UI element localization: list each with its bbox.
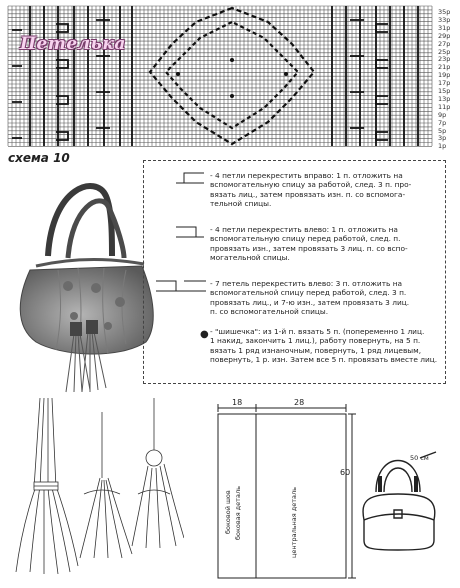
knitting-chart <box>0 0 460 152</box>
tassel-sketches <box>14 396 184 582</box>
bag-photo <box>8 166 158 394</box>
chart-grid <box>0 0 460 152</box>
chart-row-label: 7р <box>438 118 447 127</box>
chart-row-label: 33р <box>438 15 451 24</box>
dim-top-right: 28 <box>294 398 305 407</box>
chart-row-label: 9р <box>438 110 447 119</box>
chart-row-label: 5р <box>438 126 447 135</box>
side-seam-label: боковой шов <box>224 490 232 534</box>
chart-row-label: 23р <box>438 55 451 64</box>
chart-row-label: 21р <box>438 63 451 72</box>
legend-line: тельной спицы. <box>210 198 272 208</box>
legend-line: п. со вспомогательной спицы. <box>210 306 329 316</box>
dim-height: 60 <box>340 468 351 477</box>
chart-row-label: 15р <box>438 87 451 95</box>
chart-row-label: 19р <box>438 71 451 80</box>
chart-row-label: 11р <box>438 102 451 111</box>
logo-text: Петелька <box>20 34 126 54</box>
legend-line: 1 накид, закончить 1 лиц.), работу повернуть, на 5 п. <box>210 336 421 346</box>
chart-row-label: 17р <box>438 79 451 88</box>
legend-line: - 4 петли перекрестить влево: 1 п. отложить на <box>210 225 398 234</box>
legend-item-1 <box>210 171 442 208</box>
legend-line: - 7 петель перекрестить влево: 3 п. отложить на <box>210 279 403 288</box>
center-part-label: центральная деталь <box>290 486 298 558</box>
legend-line: - "шишечка": из 1-й п. вязать 5 п. (попеременно 1 лиц. <box>210 327 425 336</box>
row-labels <box>434 8 460 151</box>
legend-line: вязать лиц., затем провязать изн. п. со вспомога- <box>210 189 406 199</box>
legend-box <box>143 160 446 384</box>
scheme-title: схема 10 <box>8 151 70 165</box>
chart-row-label: 1р <box>438 142 447 151</box>
bag-illustration <box>8 166 158 394</box>
bobble-symbol: ● <box>200 329 209 340</box>
pattern-pieces <box>212 398 362 584</box>
legend-line: вспомогательную спицу за работой, след. 3 п. про- <box>210 180 412 190</box>
cable-left-symbol <box>174 225 206 239</box>
legend-line: провязать изн., затем провязать 3 лиц. п. со вспо- <box>210 243 408 253</box>
chart-row-label: 29р <box>438 31 451 40</box>
legend-item-3 <box>210 279 442 316</box>
legend-line: вязать 1 ряд изнаночным, повернуть, 1 ряд лицевым, <box>210 345 422 355</box>
legend-item-4 <box>210 327 444 364</box>
legend-line: - 4 петли перекрестить вправо: 1 п. отложить на <box>210 171 403 180</box>
tassel-drawing <box>14 396 184 582</box>
chart-row-label: 31р <box>438 23 451 32</box>
legend-line: вспомогательную спицу перед работой, след. п. <box>210 234 401 244</box>
chart-row-label: 13р <box>438 94 451 103</box>
cable-right-symbol <box>174 171 206 185</box>
legend-item-2 <box>210 225 442 262</box>
chart-row-label: 25р <box>438 47 451 56</box>
legend-line: провязать лиц., и 7-ю изн., затем провязать 3 лиц. <box>210 297 410 307</box>
legend-line: повернуть, 1 р. изн. Затем все 5 п. провязать вместе лиц. <box>210 354 438 364</box>
handle-length-label: 50 см <box>410 454 429 462</box>
bag-sketch-drawing <box>354 440 454 560</box>
dim-top-left: 18 <box>232 398 243 407</box>
bag-sketch <box>354 440 454 560</box>
chart-row-label: 27р <box>438 39 451 48</box>
chart-row-label: 3р <box>438 134 447 143</box>
cable-7-symbol <box>154 279 208 293</box>
side-part-label: боковая деталь <box>234 486 242 540</box>
legend-line: вспомогательной спицу перед работой, след. 3 п. <box>210 288 407 298</box>
chart-row-label: 35р <box>438 8 451 16</box>
legend-line: могательной спицы. <box>210 252 290 262</box>
